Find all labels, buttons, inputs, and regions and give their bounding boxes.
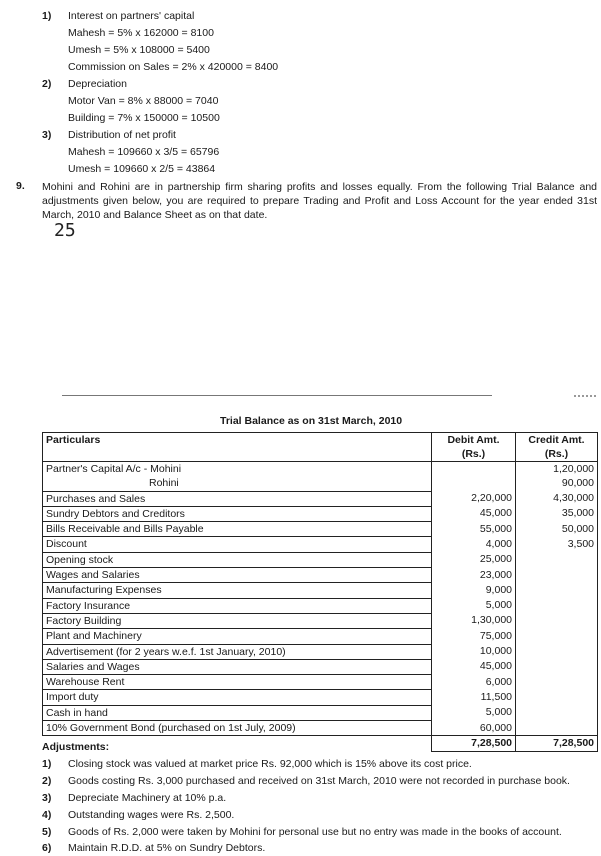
- adjustment-item: [42, 809, 234, 821]
- table-row: [43, 644, 598, 659]
- adjustment-number: 2): [42, 775, 52, 787]
- cell-particulars: Factory Insurance: [43, 598, 432, 613]
- cell-particulars: Bills Receivable and Bills Payable: [43, 522, 432, 537]
- adjustment-text: Depreciate Machinery at 10% p.a.: [68, 792, 227, 804]
- adjustments-title: Adjustments:: [42, 741, 110, 753]
- note-title: Interest on partners' capital: [68, 10, 195, 22]
- cell-debit: 75,000: [432, 629, 516, 644]
- question-number: 9.: [16, 180, 25, 192]
- cell-debit: 23,000: [432, 568, 516, 583]
- table-row: [43, 506, 598, 521]
- cell-credit: [516, 675, 598, 690]
- cell-particulars: Opening stock: [43, 552, 432, 567]
- cell-particulars: Sundry Debtors and Creditors: [43, 506, 432, 521]
- total-debit: 7,28,500: [432, 736, 516, 751]
- table-row: [43, 537, 598, 552]
- adjustment-item: [42, 792, 226, 804]
- cell-particulars: Plant and Machinery: [43, 629, 432, 644]
- cell-particulars: Salaries and Wages: [43, 659, 432, 674]
- table-row: [43, 613, 598, 628]
- cell-debit: 45,000: [432, 506, 516, 521]
- cell-debit: 2,20,000: [432, 491, 516, 506]
- cell-particulars: Cash in hand: [43, 705, 432, 720]
- adjustment-item: [42, 758, 472, 770]
- cell-debit: 55,000: [432, 522, 516, 537]
- cell-credit: 50,000: [516, 522, 598, 537]
- adjustment-item: [42, 826, 562, 838]
- adjustment-number: 1): [42, 758, 52, 770]
- adjustment-text: Closing stock was valued at market price Rs. 92,000 which is 15% above its cost price.: [68, 758, 472, 770]
- separator-dots: [574, 395, 596, 397]
- cell-particulars: Wages and Salaries: [43, 568, 432, 583]
- note-line: Mahesh = 5% x 162000 = 8100: [68, 27, 214, 39]
- trial-balance-title: Trial Balance as on 31st March, 2010: [220, 415, 403, 427]
- credit-header: Credit Amt. (Rs.): [516, 433, 598, 462]
- table-row: [43, 721, 598, 736]
- note-title: Depreciation: [68, 78, 127, 90]
- cell-debit: 1,30,000: [432, 613, 516, 628]
- table-row: [43, 522, 598, 537]
- cell-particulars: 10% Government Bond (purchased on 1st July, 2009): [43, 721, 432, 736]
- cell-credit: [516, 613, 598, 628]
- cell-debit: 10,000: [432, 644, 516, 659]
- adjustment-text: Maintain R.D.D. at 5% on Sundry Debtors.: [68, 842, 266, 854]
- note-line: Building = 7% x 150000 = 10500: [68, 112, 220, 124]
- cell-debit: 5,000: [432, 598, 516, 613]
- handwritten-mark: 25: [54, 220, 76, 241]
- table-row: [43, 476, 598, 491]
- cell-particulars: Warehouse Rent: [43, 675, 432, 690]
- adjustment-item: [42, 842, 265, 854]
- table-row: [43, 598, 598, 613]
- cell-credit: [516, 705, 598, 720]
- note-title: Distribution of net profit: [68, 129, 176, 141]
- note-line: Motor Van = 8% x 88000 = 7040: [68, 95, 219, 107]
- table-row: [43, 675, 598, 690]
- cell-debit: 9,000: [432, 583, 516, 598]
- cell-credit: [516, 721, 598, 736]
- cell-debit: 4,000: [432, 537, 516, 552]
- cell-debit: 6,000: [432, 675, 516, 690]
- cell-credit: [516, 629, 598, 644]
- cell-debit: 25,000: [432, 552, 516, 567]
- note-line: Umesh = 109660 x 2/5 = 43864: [68, 163, 216, 175]
- cell-credit: [516, 644, 598, 659]
- cell-credit: 1,20,000: [516, 462, 598, 477]
- cell-credit: [516, 598, 598, 613]
- table-row: [43, 629, 598, 644]
- cell-particulars: Manufacturing Expenses: [43, 583, 432, 598]
- note-number: 3): [42, 129, 52, 141]
- cell-particulars: Purchases and Sales: [43, 491, 432, 506]
- adjustment-number: 6): [42, 842, 52, 854]
- cell-debit: [432, 476, 516, 491]
- table-row: [43, 690, 598, 705]
- table-row: [43, 659, 598, 674]
- particulars-header: Particulars: [43, 433, 432, 462]
- note-line: Commission on Sales = 2% x 420000 = 8400: [68, 61, 279, 73]
- cell-debit: 45,000: [432, 659, 516, 674]
- table-row: [43, 583, 598, 598]
- table-row: [43, 462, 598, 477]
- debit-header: Debit Amt. (Rs.): [432, 433, 516, 462]
- table-row: [43, 552, 598, 567]
- cell-particulars: Advertisement (for 2 years w.e.f. 1st January, 2010): [43, 644, 432, 659]
- adjustment-number: 4): [42, 809, 52, 821]
- trial-balance-table: [42, 432, 598, 752]
- cell-debit: 11,500: [432, 690, 516, 705]
- table-row: [43, 705, 598, 720]
- cell-particulars: Import duty: [43, 690, 432, 705]
- separator-line: [62, 395, 492, 396]
- cell-particulars: Discount: [43, 537, 432, 552]
- question-text: Mohini and Rohini are in partnership firm sharing profits and losses equally. From the following Trial Balance and adjustments given below, you are required to prepare Trading and Profit and Loss Account for the year ended 31st March, 2010 and Balance Sheet as on that date.: [42, 181, 597, 221]
- cell-credit: [516, 690, 598, 705]
- table-row: [43, 568, 598, 583]
- note-line: Umesh = 5% x 108000 = 5400: [68, 44, 210, 56]
- adjustment-number: 3): [42, 792, 52, 804]
- cell-debit: 60,000: [432, 721, 516, 736]
- table-row: [43, 491, 598, 506]
- adjustment-text: Goods costing Rs. 3,000 purchased and received on 31st March, 2010 were not recorded in purchase book.: [68, 775, 570, 787]
- table-header-row: [43, 433, 598, 462]
- adjustment-text: Goods of Rs. 2,000 were taken by Mohini for personal use but no entry was made in the books of account.: [68, 826, 562, 838]
- adjustment-item: [42, 775, 570, 787]
- cell-credit: 35,000: [516, 506, 598, 521]
- cell-credit: 90,000: [516, 476, 598, 491]
- adjustment-text: Outstanding wages were Rs. 2,500.: [68, 809, 235, 821]
- cell-credit: [516, 552, 598, 567]
- note-number: 2): [42, 78, 52, 90]
- cell-debit: 5,000: [432, 705, 516, 720]
- note-number: 1): [42, 10, 52, 22]
- cell-credit: [516, 659, 598, 674]
- table-total-row: [43, 736, 598, 751]
- cell-particulars: Rohini: [43, 476, 432, 491]
- total-credit: 7,28,500: [516, 736, 598, 751]
- cell-particulars: Factory Building: [43, 613, 432, 628]
- cell-credit: 3,500: [516, 537, 598, 552]
- cell-debit: [432, 462, 516, 477]
- cell-credit: [516, 583, 598, 598]
- cell-credit: 4,30,000: [516, 491, 598, 506]
- adjustment-number: 5): [42, 826, 52, 838]
- cell-particulars: Partner's Capital A/c - Mohini: [43, 462, 432, 477]
- cell-credit: [516, 568, 598, 583]
- note-line: Mahesh = 109660 x 3/5 = 65796: [68, 146, 220, 158]
